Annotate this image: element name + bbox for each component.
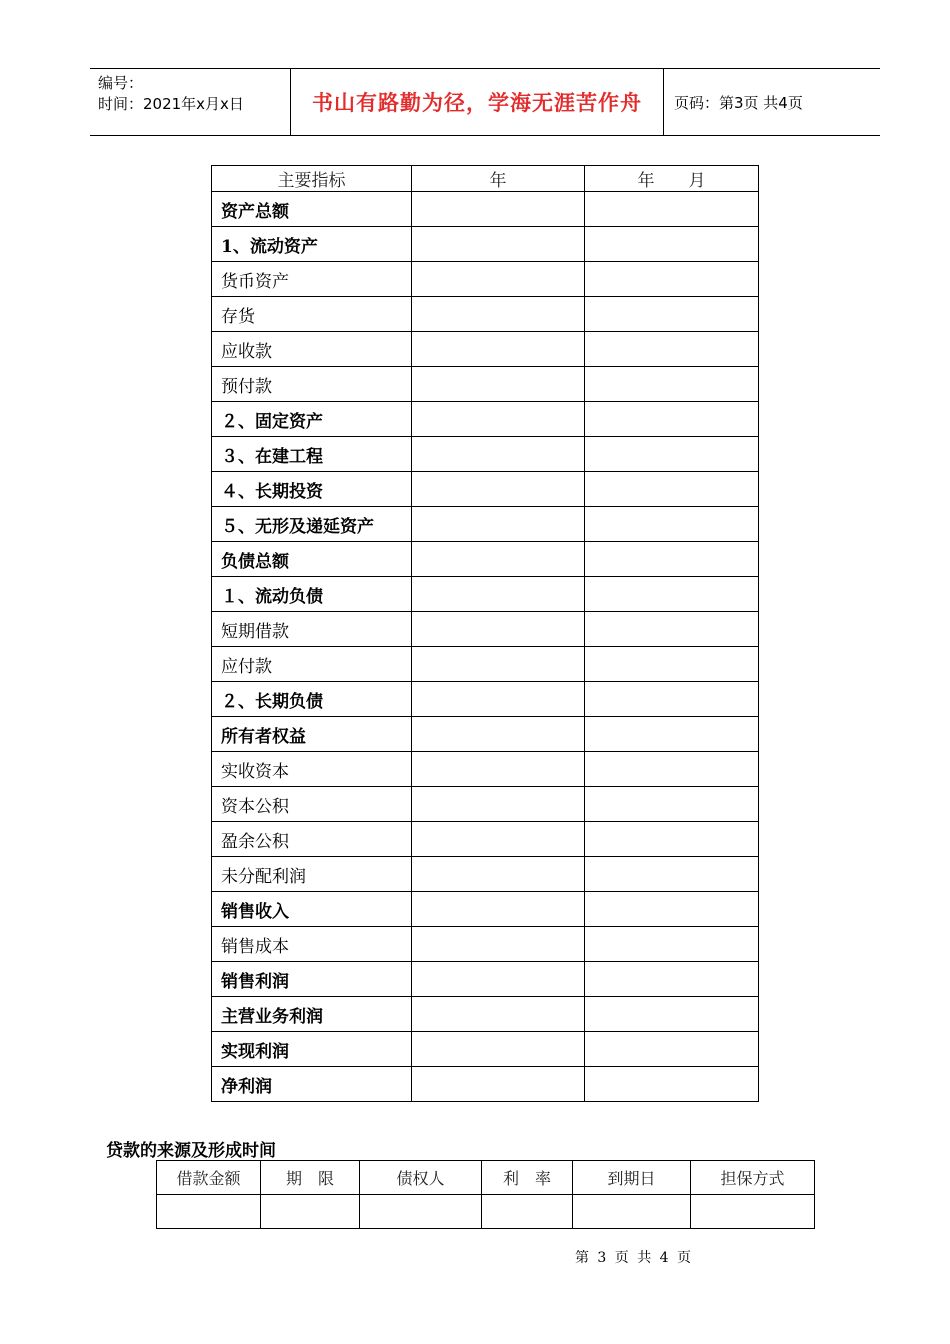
column-header: 到期日 <box>573 1161 691 1195</box>
year-month-value-cell[interactable] <box>585 787 759 822</box>
indicator-label: 实现利润 <box>212 1032 412 1067</box>
indicator-label: ３、在建工程 <box>212 437 412 472</box>
year-month-value-cell[interactable] <box>585 1067 759 1102</box>
indicator-label: 所有者权益 <box>212 717 412 752</box>
table-cell[interactable] <box>691 1195 815 1229</box>
year-value-cell[interactable] <box>412 892 585 927</box>
indicator-label: ４、长期投资 <box>212 472 412 507</box>
table-row <box>212 752 759 787</box>
table-row <box>212 612 759 647</box>
indicator-label: ２、固定资产 <box>212 402 412 437</box>
table-row <box>212 437 759 472</box>
year-value-cell[interactable] <box>412 1067 585 1102</box>
header-motto: 书山有路勤为径，学海无涯苦作舟 <box>291 69 664 135</box>
table-row <box>212 787 759 822</box>
indicator-label: 实收资本 <box>212 752 412 787</box>
year-value-cell[interactable] <box>412 227 585 262</box>
year-value-cell[interactable] <box>412 752 585 787</box>
year-month-value-cell[interactable] <box>585 962 759 997</box>
year-value-cell[interactable] <box>412 332 585 367</box>
indicator-label: １、流动负债 <box>212 577 412 612</box>
table-cell[interactable] <box>482 1195 573 1229</box>
year-value-cell[interactable] <box>412 192 585 227</box>
year-month-value-cell[interactable] <box>585 262 759 297</box>
loan-source-table <box>156 1160 815 1229</box>
indicator-label: 应收款 <box>212 332 412 367</box>
year-value-cell[interactable] <box>412 297 585 332</box>
loan-section-title: 贷款的来源及形成时间 <box>106 1141 276 1161</box>
year-value-cell[interactable] <box>412 507 585 542</box>
indicator-label: 存货 <box>212 297 412 332</box>
year-value-cell[interactable] <box>412 577 585 612</box>
indicator-label: 应付款 <box>212 647 412 682</box>
table-row <box>212 682 759 717</box>
loan-header-row <box>157 1161 815 1195</box>
table-row <box>212 472 759 507</box>
year-value-cell[interactable] <box>412 367 585 402</box>
indicator-label: 盈余公积 <box>212 822 412 857</box>
table-row <box>212 542 759 577</box>
table-cell[interactable] <box>360 1195 482 1229</box>
year-month-value-cell[interactable] <box>585 717 759 752</box>
year-value-cell[interactable] <box>412 682 585 717</box>
table-row <box>212 717 759 752</box>
year-value-cell[interactable] <box>412 822 585 857</box>
year-month-value-cell[interactable] <box>585 1032 759 1067</box>
year-month-value-cell[interactable] <box>585 892 759 927</box>
year-month-value-cell[interactable] <box>585 857 759 892</box>
year-value-cell[interactable] <box>412 857 585 892</box>
year-value-cell[interactable] <box>412 647 585 682</box>
table-row <box>212 857 759 892</box>
column-header: 利 率 <box>482 1161 573 1195</box>
year-month-value-cell[interactable] <box>585 227 759 262</box>
year-month-value-cell[interactable] <box>585 542 759 577</box>
indicator-label: 短期借款 <box>212 612 412 647</box>
column-header: 期 限 <box>261 1161 360 1195</box>
table-row <box>212 1067 759 1102</box>
indicator-label: 资本公积 <box>212 787 412 822</box>
indicator-label: 未分配利润 <box>212 857 412 892</box>
table-row <box>212 402 759 437</box>
year-month-value-cell[interactable] <box>585 612 759 647</box>
year-month-value-cell[interactable] <box>585 192 759 227</box>
year-month-value-cell[interactable] <box>585 472 759 507</box>
year-month-value-cell[interactable] <box>585 647 759 682</box>
table-row <box>212 262 759 297</box>
table-row <box>212 332 759 367</box>
indicator-label: 负债总额 <box>212 542 412 577</box>
year-month-value-cell[interactable] <box>585 402 759 437</box>
table-cell[interactable] <box>261 1195 360 1229</box>
indicator-label: 预付款 <box>212 367 412 402</box>
indicator-label: 销售成本 <box>212 927 412 962</box>
indicator-label: ５、无形及递延资产 <box>212 507 412 542</box>
indicator-label: 销售利润 <box>212 962 412 997</box>
year-month-value-cell[interactable] <box>585 297 759 332</box>
indicator-label: ２、长期负债 <box>212 682 412 717</box>
indicator-label: 货币资产 <box>212 262 412 297</box>
loan-empty-row <box>157 1195 815 1229</box>
table-row <box>212 997 759 1032</box>
year-value-cell[interactable] <box>412 1032 585 1067</box>
indicator-label: 资产总额 <box>212 192 412 227</box>
column-header: 主要指标 <box>212 166 412 192</box>
year-month-value-cell[interactable] <box>585 752 759 787</box>
table-row <box>212 927 759 962</box>
column-header: 债权人 <box>360 1161 482 1195</box>
year-month-value-cell[interactable] <box>585 682 759 717</box>
column-header: 年 <box>412 166 585 192</box>
table-row <box>212 507 759 542</box>
table-cell[interactable] <box>573 1195 691 1229</box>
year-value-cell[interactable] <box>412 262 585 297</box>
document-number-label: 编号： <box>98 74 144 92</box>
table-row <box>212 367 759 402</box>
year-value-cell[interactable] <box>412 472 585 507</box>
year-month-value-cell[interactable] <box>585 367 759 402</box>
year-month-value-cell[interactable] <box>585 997 759 1032</box>
table-row <box>212 1032 759 1067</box>
indicator-label: 销售收入 <box>212 892 412 927</box>
table-row <box>212 227 759 262</box>
column-header: 年 月 <box>585 166 759 192</box>
table-cell[interactable] <box>157 1195 261 1229</box>
table-row <box>212 647 759 682</box>
year-value-cell[interactable] <box>412 542 585 577</box>
year-value-cell[interactable] <box>412 997 585 1032</box>
year-value-cell[interactable] <box>412 612 585 647</box>
financial-indicators-table <box>211 165 759 1102</box>
year-month-value-cell[interactable] <box>585 577 759 612</box>
page-footer: 第 3 页 共 4 页 <box>574 1250 692 1266</box>
year-month-value-cell[interactable] <box>585 332 759 367</box>
column-header: 借款金额 <box>157 1161 261 1195</box>
year-month-value-cell[interactable] <box>585 507 759 542</box>
page-header <box>90 68 880 136</box>
year-month-value-cell[interactable] <box>585 927 759 962</box>
table-row <box>212 962 759 997</box>
header-page-info: 页码：第3页 共4页 <box>674 93 803 112</box>
table-row <box>212 822 759 857</box>
indicator-label: 主营业务利润 <box>212 997 412 1032</box>
indicator-label: 净利润 <box>212 1067 412 1102</box>
table-row <box>212 892 759 927</box>
table-row <box>212 577 759 612</box>
document-time-label: 时间：2021年x月x日 <box>98 95 244 113</box>
year-value-cell[interactable] <box>412 437 585 472</box>
table-row <box>212 192 759 227</box>
year-month-value-cell[interactable] <box>585 822 759 857</box>
year-value-cell[interactable] <box>412 787 585 822</box>
year-value-cell[interactable] <box>412 402 585 437</box>
table-header-row <box>212 166 759 192</box>
indicator-label: 1、流动资产 <box>212 227 412 262</box>
year-month-value-cell[interactable] <box>585 437 759 472</box>
year-value-cell[interactable] <box>412 962 585 997</box>
year-value-cell[interactable] <box>412 717 585 752</box>
year-value-cell[interactable] <box>412 927 585 962</box>
column-header: 担保方式 <box>691 1161 815 1195</box>
header-meta <box>90 69 291 135</box>
table-row <box>212 297 759 332</box>
